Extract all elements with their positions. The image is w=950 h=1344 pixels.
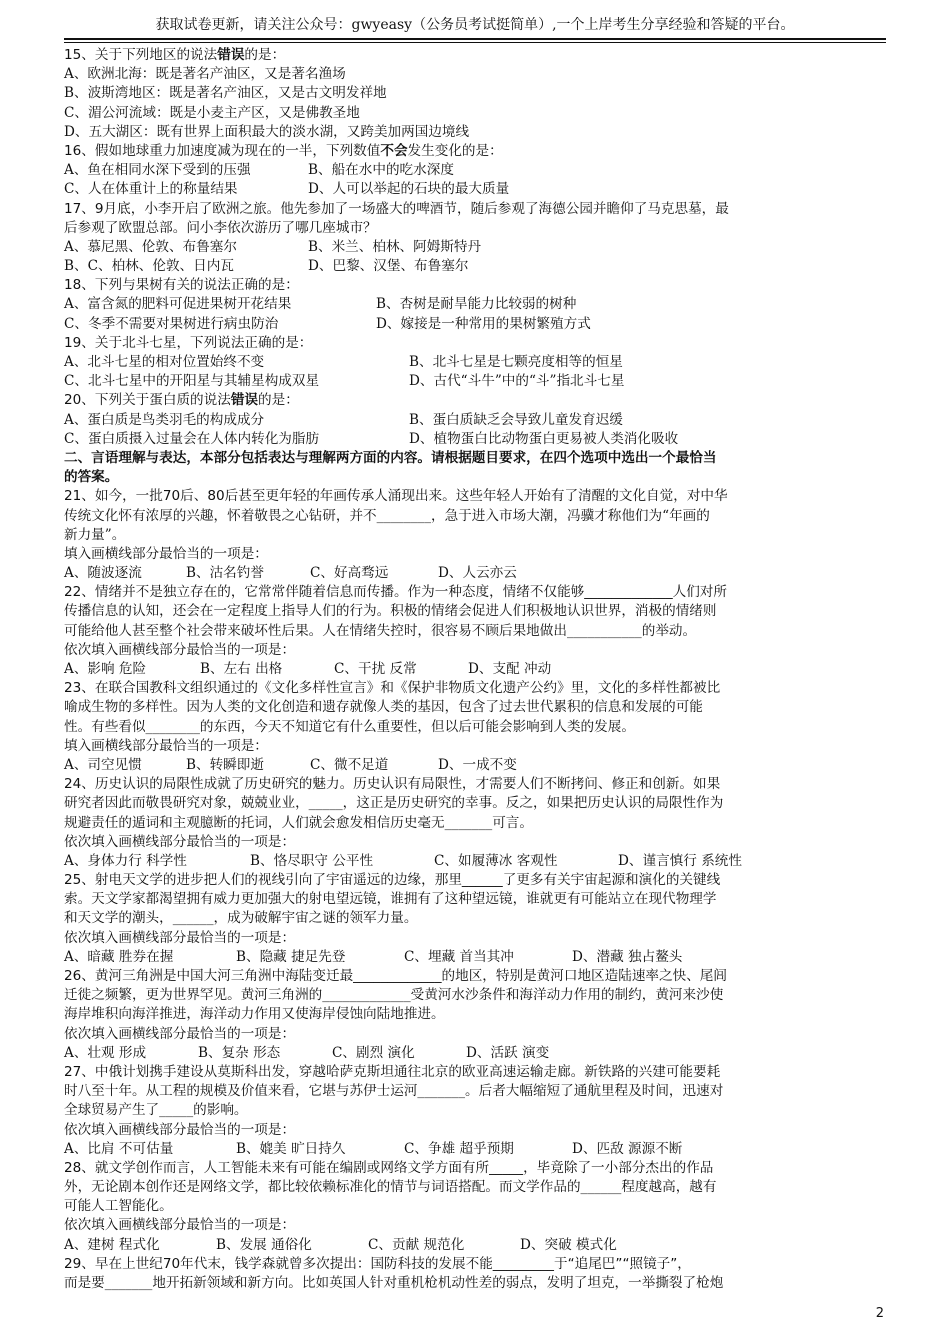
question-19-option-b: B、北斗七星是七颗亮度相等的恒星 xyxy=(409,354,623,370)
question-23-prompt: 填入画横线部分最恰当的一项是： xyxy=(64,737,268,754)
question-19-stem: 19、关于北斗七星，下列说法正确的是： xyxy=(64,334,313,351)
page-header: 获取试卷更新，请关注公众号：gwyeasy（公务员考试挺简单）,一个上岸考生分享经验和答疑的平台。 xyxy=(155,17,795,33)
question-25-prompt: 依次填入画横线部分最恰当的一项是： xyxy=(64,929,296,946)
question-27-prompt: 依次填入画横线部分最恰当的一项是： xyxy=(64,1121,296,1138)
question-25-line3: 和天文学的潮头，______，成为破解宇宙之谜的领军力量。 xyxy=(64,910,418,927)
question-26-prompt: 依次填入画横线部分最恰当的一项是： xyxy=(64,1025,296,1042)
question-19-option-a: A、北斗七星的相对位置始终不变 xyxy=(64,354,265,370)
question-24-option-a: A、身体力行 科学性 xyxy=(64,852,187,869)
question-27-line2: 时八至十年。从工程的规模及价值来看，它堪与苏伊士运河_______。后者大幅缩短了通航里程及时间，迅速对 xyxy=(64,1083,724,1100)
header-rule-thick xyxy=(64,38,886,40)
question-23-option-d: D、一成不变 xyxy=(438,756,517,773)
question-18-options-ab xyxy=(64,295,886,314)
question-21-line1: 21、如今，一批70后、80后甚至更年轻的年画传承人涌现出来。这些年轻人开始有了清醒的文化自觉，对中华 xyxy=(64,488,728,505)
question-18-option-c: C、冬季不需要对果树进行病虫防治 xyxy=(64,315,279,332)
question-28-option-d: D、突破 模式化 xyxy=(520,1236,617,1253)
question-26-options xyxy=(64,1044,886,1063)
question-26-option-a: A、壮观 形成 xyxy=(64,1044,147,1061)
question-16-options-ab xyxy=(64,161,886,180)
question-24-line2: 研究者因此而敬畏研究对象，兢兢业业，_____，这正是历史研究的幸事。反之，如果把历史认识的局限性作为 xyxy=(64,795,724,812)
question-24-line1: 24、历史认识的局限性成就了历史研究的魅力。历史认识有局限性，才需要人们不断拷问、修正和创新。如果 xyxy=(64,776,721,793)
question-17-options-cd xyxy=(64,257,886,276)
question-21-option-b: B、沽名钓誉 xyxy=(186,565,264,582)
question-22-option-b: B、左右 出格 xyxy=(200,661,283,677)
question-20-option-d: D、植物蛋白比动物蛋白更易被人类消化吸收 xyxy=(409,430,679,447)
question-21-prompt: 填入画横线部分最恰当的一项是： xyxy=(64,545,268,562)
question-16-option-d: D、人可以举起的石块的最大质量 xyxy=(308,181,510,198)
question-27-option-b: B、媲美 旷日持久 xyxy=(236,1140,346,1157)
question-16-options-cd xyxy=(64,180,886,199)
question-24-option-c: C、如履薄冰 客观性 xyxy=(434,852,558,869)
question-28-option-b: B、发展 通俗化 xyxy=(216,1236,312,1253)
question-19-option-d: D、古代“斗牛”中的“斗”指北斗七星 xyxy=(409,373,625,390)
question-18-stem: 18、下列与果树有关的说法正确的是： xyxy=(64,277,299,294)
question-22-line3: 可能给他人甚至整个社会带来破坏性后果。人在情绪失控时，很容易不顾后果地做出___________的举动。 xyxy=(64,622,697,639)
question-19-option-c: C、北斗七星中的开阳星与其辅星构成双星 xyxy=(64,373,320,390)
question-17-stem-line2: 后参观了欧盟总部。问小李依次游历了哪几座城市？ xyxy=(64,219,377,236)
question-22-option-c: C、干扰 反常 xyxy=(334,661,417,677)
question-23-line1: 23、在联合国教科文组织通过的《文化多样性宣言》和《保护非物质文化遗产公约》里，文化的多样性都被比 xyxy=(64,680,721,697)
question-23-option-a: A、司空见惯 xyxy=(64,756,142,773)
question-15-option-b: B、波斯湾地区：既是著名产油区，又是古文明发祥地 xyxy=(64,85,387,102)
header-rule-thin xyxy=(64,42,886,43)
question-25-line1: 25、射电天文学的进步把人们的视线引向了宇宙遥远的边缘，那里______了更多有关宇宙起源和演化的关键线 xyxy=(64,872,721,889)
question-18-option-d: D、嫁接是一种常用的果树繁殖方式 xyxy=(376,315,591,332)
question-20-stem: 20、下列关于蛋白质的说法错误的是： xyxy=(64,392,299,409)
question-27-option-a: A、比肩 不可估量 xyxy=(64,1140,174,1157)
question-21-option-a: A、随波逐流 xyxy=(64,565,142,582)
question-28-line1: 28、就文学创作而言，人工智能未来有可能在编剧或网络文学方面有所_____，毕竟除了一小部分杰出的作品 xyxy=(64,1159,714,1176)
question-24-options xyxy=(64,852,886,871)
question-25-option-c: C、埋藏 首当其冲 xyxy=(404,948,514,965)
question-15-stem: 15、关于下列地区的说法错误的是： xyxy=(64,47,286,63)
question-22-prompt: 依次填入画横线部分最恰当的一项是： xyxy=(64,641,296,658)
question-25-option-d: D、潜藏 独占鳌头 xyxy=(572,948,683,965)
question-17-option-a: A、慕尼黑、伦敦、布鲁塞尔 xyxy=(64,238,237,255)
question-27-option-d: D、匹敌 源源不断 xyxy=(572,1140,683,1157)
question-20-option-a: A、蛋白质是鸟类羽毛的构成成分 xyxy=(64,411,265,428)
question-22-option-a: A、影响 危险 xyxy=(64,661,147,677)
question-21-option-c: C、好高骛远 xyxy=(310,565,389,582)
question-28-prompt: 依次填入画横线部分最恰当的一项是： xyxy=(64,1217,296,1234)
question-21-line3: 新力量”。 xyxy=(64,526,126,543)
question-22-option-d: D、支配 冲动 xyxy=(468,661,552,677)
question-25-option-b: B、隐藏 捷足先登 xyxy=(236,948,346,965)
question-17-option-b: B、米兰、柏林、阿姆斯特丹 xyxy=(308,238,482,255)
question-28-line3: 可能人工智能化。 xyxy=(64,1198,173,1215)
question-26-option-d: D、活跃 演变 xyxy=(466,1044,550,1061)
question-24-option-b: B、恪尽职守 公平性 xyxy=(250,852,374,869)
question-17-options-ab xyxy=(64,238,886,257)
question-27-line3: 全球贸易产生了_____的影响。 xyxy=(64,1102,248,1119)
question-28-option-a: A、建树 程式化 xyxy=(64,1236,160,1253)
question-17-stem-line1: 17、9月底，小李开启了欧洲之旅。他先参加了一场盛大的啤酒节，随后参观了海德公园并瞻仰了马克思墓，最 xyxy=(64,200,729,217)
question-22-line2: 传播信息的认知，还会在一定程度上指导人们的行为。积极的情绪会促进人们积极地认识世界，消极的情绪则 xyxy=(64,603,717,620)
question-28-option-c: C、贡献 规范化 xyxy=(368,1236,465,1253)
question-25-options xyxy=(64,948,886,967)
question-26-line2: 迁徙之频繁，更为世界罕见。黄河三角洲的_____________受黄河水沙条件和海洋动力作用的制约，黄河来沙使 xyxy=(64,987,724,1004)
question-25-line2: 索。天文学家都渴望拥有威力更加强大的射电望远镜，谁拥有了这种望远镜，谁就更有可能站立在现代物理学 xyxy=(64,891,717,908)
question-28-options xyxy=(64,1236,886,1255)
question-16-option-a: A、鱼在相同水深下受到的压强 xyxy=(64,162,251,179)
question-22-line1: 22、情绪并不是独立存在的，它常常伴随着信息而传播。作为一种态度，情绪不仅能够_____________人们对所 xyxy=(64,584,727,601)
question-21-line2: 传统文化怀有浓厚的兴趣，怀着敬畏之心钻研，并不________，急于进入市场大潮，冯骥才称他们为“年画的 xyxy=(64,507,710,524)
question-19-options-cd xyxy=(64,372,886,391)
question-28-line2: 外，无论剧本创作还是网络文学，都比较依赖标准化的情节与词语搭配。而文学作品的______程度越高，越有 xyxy=(64,1179,717,1196)
question-20-options-cd xyxy=(64,430,886,449)
section-2-heading-line1: 二、言语理解与表达，本部分包括表达与理解两方面的内容。请根据题目要求，在四个选项中选出一个最恰当 xyxy=(64,449,717,466)
question-27-line1: 27、中俄计划携手建设从莫斯科出发，穿越哈萨克斯坦通往北京的欧亚高速运输走廊。新铁路的兴建可能要耗 xyxy=(64,1063,721,1080)
question-15-option-c: C、湄公河流域：既是小麦主产区，又是佛教圣地 xyxy=(64,104,360,121)
question-26-option-b: B、复杂 形态 xyxy=(198,1044,281,1061)
question-17-option-d: D、巴黎、汉堡、布鲁塞尔 xyxy=(308,258,469,275)
question-16-stem: 16、假如地球重力加速度减为现在的一半，下列数值不会发生变化的是： xyxy=(64,142,503,159)
question-16-option-b: B、船在水中的吃水深度 xyxy=(308,162,454,179)
question-29-line2: 而是要_______地开拓新领域和新方向。比如英国人针对重机枪机动性差的弱点，发明了坦克，一举撕裂了枪炮 xyxy=(64,1275,724,1291)
question-21-options xyxy=(64,564,886,583)
question-26-option-c: C、剧烈 演化 xyxy=(332,1044,415,1061)
question-25-option-a: A、暗藏 胜券在握 xyxy=(64,948,174,965)
question-15-option-a: A、欧洲北海：既是著名产油区，又是著名渔场 xyxy=(64,66,346,83)
question-15-option-d: D、五大湖区：既有世界上面积最大的淡水湖，又跨美加两国边境线 xyxy=(64,123,470,140)
page-number: 2 xyxy=(875,1306,884,1321)
section-2-heading-line2: 的答案。 xyxy=(64,469,119,486)
question-18-options-cd xyxy=(64,315,886,334)
question-18-option-b: B、杏树是耐旱能力比较弱的树种 xyxy=(376,296,577,313)
question-17-option-c: B、C、柏林、伦敦、日内瓦 xyxy=(64,258,234,275)
question-27-option-c: C、争雄 超乎预期 xyxy=(404,1140,514,1157)
question-21-option-d: D、人云亦云 xyxy=(438,565,517,582)
question-23-option-c: C、微不足道 xyxy=(310,756,389,773)
question-20-option-c: C、蛋白质摄入过量会在人体内转化为脂肪 xyxy=(64,430,320,447)
question-26-line1: 26、黄河三角洲是中国大河三角洲中海陆变迁最_____________的地区，特别是黄河口地区造陆速率之快、尾闾 xyxy=(64,968,727,984)
question-29-line1: 29、早在上世纪70年代末，钱学森就曾多次提出：国防科技的发展不能_________于“追尾巴”“照镜子”， xyxy=(64,1255,691,1272)
question-24-line3: 规避责任的遁词和主观臆断的托词，人们就会愈发相信历史毫无_______可言。 xyxy=(64,814,533,831)
question-26-line3: 海岸堆积向海洋推进，海洋动力作用又使海岸侵蚀向陆地推进。 xyxy=(64,1006,445,1023)
question-18-option-a: A、富含氮的肥料可促进果树开花结果 xyxy=(64,296,292,313)
question-23-options xyxy=(64,756,886,775)
question-27-options xyxy=(64,1140,886,1159)
question-16-option-c: C、人在体重计上的称量结果 xyxy=(64,181,238,198)
page-content xyxy=(64,46,886,1293)
question-22-options xyxy=(64,660,886,679)
question-23-option-b: B、转瞬即逝 xyxy=(186,756,264,773)
question-24-option-d: D、谨言慎行 系统性 xyxy=(618,852,742,869)
question-20-option-b: B、蛋白质缺乏会导致儿童发育迟缓 xyxy=(409,411,623,428)
question-20-options-ab xyxy=(64,411,886,430)
question-24-prompt: 依次填入画横线部分最恰当的一项是： xyxy=(64,833,296,850)
question-19-options-ab xyxy=(64,353,886,372)
question-23-line2: 喻成生物的多样性。因为人类的文化创造和遗存就像人类的基因，包含了过去世代累积的信息和发展的可能 xyxy=(64,699,703,716)
question-23-line3: 性。有些看似________的东西，今天不知道它有什么重要性，但以后可能会影响到人类的发展。 xyxy=(64,718,635,735)
